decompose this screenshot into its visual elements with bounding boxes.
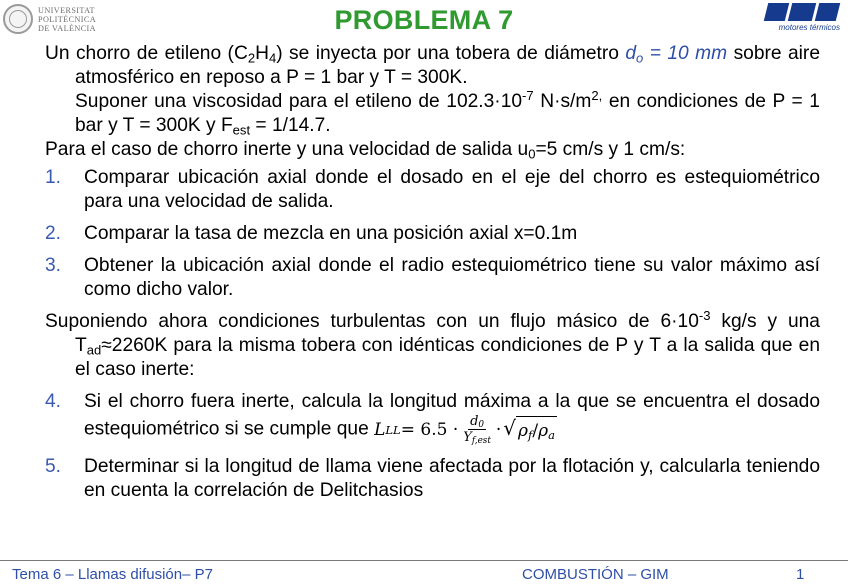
university-name-line: POLITÈCNICA xyxy=(38,14,97,24)
intro-paragraph: Un chorro de etileno $(C_2H_4)$ se inyecta por una tobera de diámetro $d_o = 10$ mm sobre aire atmosférico en reposo a P = 1 bar y T = 300K. xyxy=(45,43,820,88)
question-text: Si el chorro fuera inerte, calcula la longitud máxima a la que se encuentra el dosado estequiométrico si se cumple que xyxy=(84,391,820,440)
page-number: 1 xyxy=(796,566,805,583)
question-number: 3. xyxy=(45,255,62,276)
nozzle-diameter: $d_o = 10$ mm xyxy=(625,43,728,66)
slide-title: PROBLEMA 7 xyxy=(334,5,514,35)
question-number: 5. xyxy=(45,456,62,477)
cmt-logo-mark-icon xyxy=(764,3,842,21)
question-text: Determinar si la longitud de llama viene afectada por la flotación y, calcularla teniendo en cuenta la correlación de Delitchasios xyxy=(84,456,820,501)
question-item xyxy=(45,222,820,246)
question-number: 4. xyxy=(45,391,62,412)
slide-body xyxy=(45,42,820,503)
formula-fraction: $\frac{d_0}{Y_{f,est}}$ xyxy=(463,414,491,447)
question-number: 2. xyxy=(45,223,62,244)
question-text: Comparar la tasa de mezcla en una posición axial x=0.1m xyxy=(84,223,578,244)
inert-case-paragraph: Para el caso de chorro inerte y una velocidad de salida $u_0=5$ cm/s y 1 cm/s: xyxy=(45,139,686,162)
footer-divider xyxy=(0,560,848,561)
question-item xyxy=(45,390,820,445)
university-name-line: DE VALÈNCIA xyxy=(38,23,96,33)
footer-topic: Tema 6 – Llamas difusión– P7 xyxy=(12,566,213,583)
question-item xyxy=(45,166,820,214)
question-text: Comparar ubicación axial donde el dosado en el eje del chorro es estequiométrico para una velocidad de salida. xyxy=(84,167,820,212)
square-root: √ $\rho_f/\rho_a$ xyxy=(503,416,555,442)
flame-length-formula: L LL = 6.5 · $\frac{d_0}{Y_{f,est}}$ · √ $\rho_f/\rho_a$ xyxy=(374,414,555,447)
question-item xyxy=(45,254,820,302)
question-number: 1. xyxy=(45,167,62,188)
turbulent-paragraph: Suponiendo ahora condiciones turbulentas con un flujo másico de $6\cdot 10^{-3}$ kg/s y una $T_{ad}\approx 2260K$ para la misma tobera con idénticas condiciones de P y T a la salida que en el caso inerte: xyxy=(45,307,820,380)
footer-course: COMBUSTIÓN – GIM xyxy=(522,566,669,583)
question-item xyxy=(45,455,820,503)
question-text: Obtener la ubicación axial donde el radio estequiométrico tiene su valor máximo así como dicho valor. xyxy=(84,255,820,300)
university-name-line: UNIVERSITAT xyxy=(38,5,95,15)
cmt-logo xyxy=(760,3,840,35)
cmt-logo-subtitle: motores térmicos xyxy=(778,23,840,32)
viscosity-paragraph: Suponer una viscosidad para el etileno de $102.3\cdot 10^{-7}$ $N\cdot s/m^{2,}$ en condiciones de P = 1 bar y T = 300K y $F_{est} = 1/14.7$. xyxy=(75,87,820,138)
